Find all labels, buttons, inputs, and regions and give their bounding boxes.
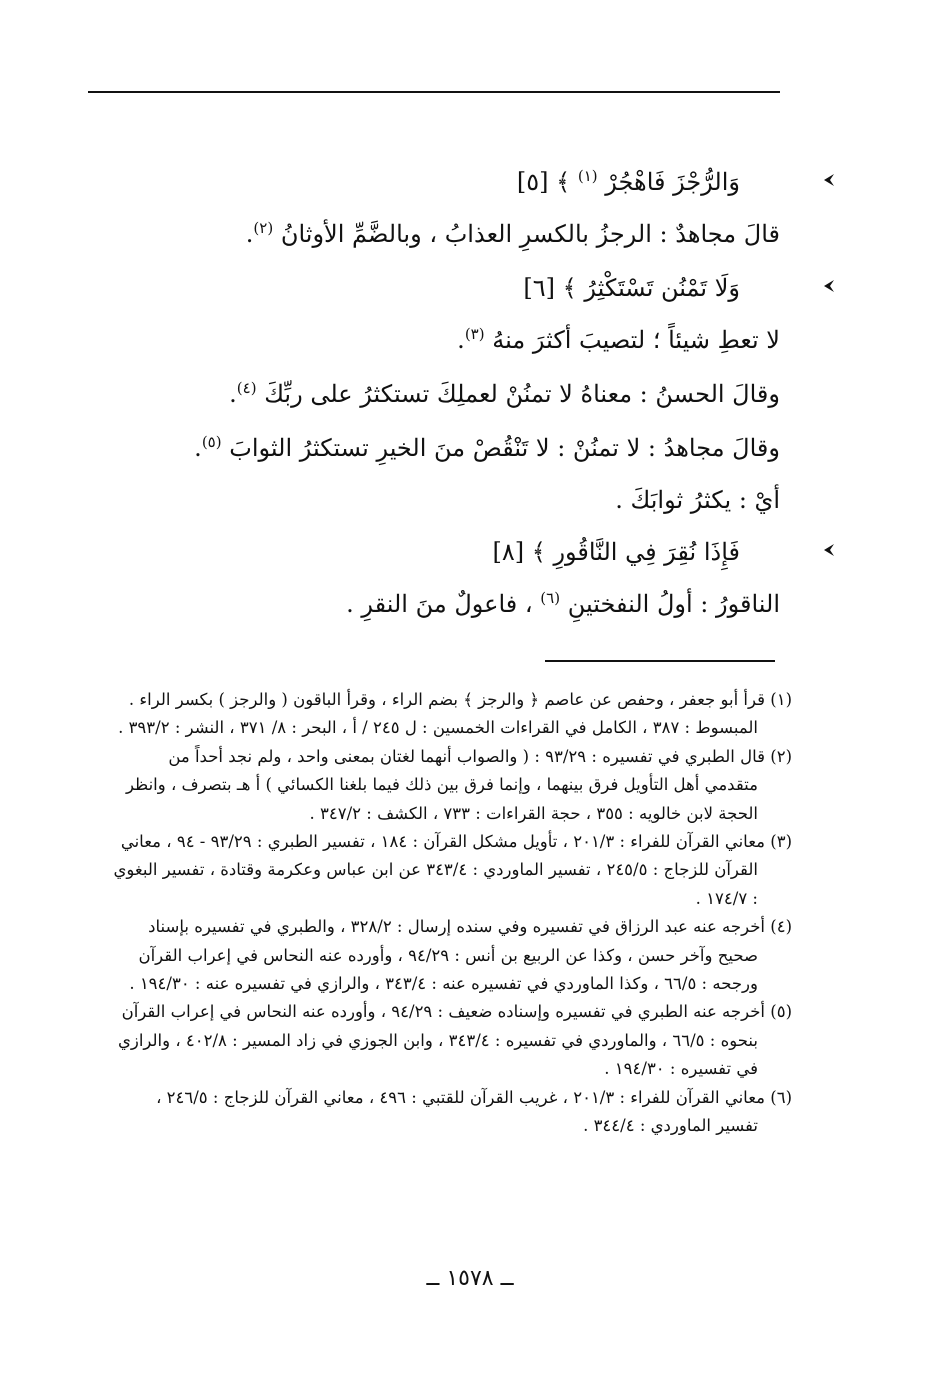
commentary-text: لا تعطِ شيئاً ؛ لتصيبَ أكثرَ منهُ xyxy=(492,326,780,354)
commentary-line: قالَ مجاهدٌ : الرجزُ بالكسرِ العذابُ ، وبالضَّمِّ الأوثانُ $^{(٢)}$. xyxy=(245,219,780,248)
commentary-line: وقالَ الحسنُ : معناهُ لا تمنُنْ لعملِكَ تستكثرُ على ربِّكَ $^{(٤)}$. xyxy=(229,379,780,408)
footnote-line: (١) قرأ أبو جعفر ، وحفص عن عاصم ﴿ والرجز ﴾ بضم الراء ، وقرأ الباقون ( والرجز ) بكسر الراء . xyxy=(128,690,792,709)
verse-text: وَالرُّجْزَ فَاهْجُرْ xyxy=(605,168,740,196)
footnote-5 xyxy=(82,998,792,1083)
page-number: ــ ١٥٧٨ ــ xyxy=(426,1266,514,1291)
footnote-line: (٢) قال الطبري في تفسيره : ٩٣/٢٩ : ( والصواب أنهما لغتان بمعنى واحد ، ولم نجد أحداً من xyxy=(168,746,792,766)
verse-bracket-close: ﴾ xyxy=(562,274,577,302)
footnote-1 xyxy=(82,686,792,743)
commentary-text: الناقورُ : أولُ النفختينِ xyxy=(567,590,780,618)
footnote-6 xyxy=(82,1084,792,1141)
verse-bracket-close: ﴾ xyxy=(556,168,571,196)
bullet-arrow-icon xyxy=(820,542,836,558)
footnote-line: في تفسيره : ١٩٤/٣٠ . xyxy=(604,1059,758,1079)
footnote-ref: (٣) xyxy=(464,325,485,343)
commentary-text: أيْ : يكثرُ ثوابَكَ . xyxy=(615,486,780,514)
footnote-line: (٥) أخرجه عنه الطبري في تفسيره وإسناده ضعيف : ٩٤/٢٩ ، وأورده عنه النحاس في إعراب القرآن xyxy=(121,1002,792,1022)
footnote-line: المبسوط : ٣٨٧ ، الكامل في القراءات الخمسين : ل ٢٤٥ / أ ، البحر : ٨/ ٣٧١ ، النشر : ٣٩٣/٢ . xyxy=(118,718,758,738)
footnote-3 xyxy=(82,828,792,913)
footnote-line: (٣) معاني القرآن للفراء : ٢٠١/٣ ، تأويل مشكل القرآن : ١٨٤ ، تفسير الطبري : ٩٣/٢٩ - ٩٤ ، معاني xyxy=(120,832,792,852)
footnote-line: ورجحه : ٦٦/٥ ، وكذا الماوردي في تفسيره عنه : ٣٤٣/٤ ، والرازي في تفسيره عنه : ١٩٤/٣٠ . xyxy=(129,974,758,994)
bullet-arrow-icon xyxy=(820,172,836,188)
verse-line xyxy=(492,538,780,566)
commentary-text: وقالَ مجاهدُ : لا تمنُنْ : لا تَنْقُصْ منَ الخيرِ تستكثرُ الثوابَ xyxy=(229,434,780,462)
commentary-text: قالَ مجاهدٌ : الرجزُ بالكسرِ العذابُ ، وبالضَّمِّ الأوثانُ xyxy=(280,220,780,248)
commentary-line: لا تعطِ شيئاً ؛ لتصيبَ أكثرَ منهُ $^{(٣)}$. xyxy=(457,325,780,354)
commentary-text: وقالَ الحسنُ : معناهُ لا تمنُنْ لعملِكَ تستكثرُ على ربِّكَ xyxy=(264,380,780,408)
verse-text: فَإِذَا نُقِرَ فِي النَّاقُورِ xyxy=(553,538,740,566)
footnote-2 xyxy=(82,743,792,828)
footnote-line: الحجة لابن خالويه : ٣٥٥ ، حجة القراءات : ٧٣٣ ، الكشف : ٣٤٧/٢ . xyxy=(309,803,758,823)
footnote-line: (٤) أخرجه عنه عبد الرزاق في تفسيره وفي سنده إرسال : ٣٢٨/٢ ، والطبري في تفسيره بإسناد xyxy=(148,917,792,937)
footnote-line: متقدمي أهل التأويل فرق بينهما ، وإنما فرق بين ذلك فيما بلغنا الكسائي ) أ هـ بتصرف ، وانظر xyxy=(125,775,758,795)
footnotes xyxy=(82,686,792,1141)
bullet-arrow-icon xyxy=(820,278,836,294)
footnote-line: القرآن للزجاج : ٢٤٥/٥ ، تفسير الماوردي : ٣٤٣/٤ عن ابن عباس وعكرمة وقتادة ، تفسير البغوي xyxy=(113,860,758,880)
commentary-line: وقالَ مجاهدُ : لا تمنُنْ : لا تَنْقُصْ منَ الخيرِ تستكثرُ الثوابَ $^{(٥)}$. xyxy=(194,433,780,462)
verse-number: [٥] xyxy=(516,168,549,196)
verse-bracket-close: ﴾ xyxy=(531,538,546,566)
verse-line xyxy=(517,168,780,196)
footnote-line: : ١٧٤/٧ . xyxy=(695,888,758,908)
verse-line xyxy=(523,274,780,302)
top-rule xyxy=(88,91,780,93)
verse-number: [٦] xyxy=(523,274,555,302)
footnote-line: صحيح وآخر حسن ، وكذا عن الربيع بن أنس : ٩٤/٢٩ ، وأورده عنه النحاس في إعراب القرآن xyxy=(138,945,758,965)
footnote-ref: (١) xyxy=(577,167,598,185)
footnote-line: بنحوه : ٦٦/٥ ، والماوردي في تفسيره : ٣٤٣/٤ ، وابن الجوزي في زاد المسير : ٤٠٢/٨ ، والرازي xyxy=(117,1030,758,1050)
footnote-ref: (٤) xyxy=(236,379,257,397)
footnote-ref: (٦) xyxy=(540,589,561,607)
footnote-4 xyxy=(82,913,792,998)
footnote-line: (٦) معاني القرآن للفراء : ٢٠١/٣ ، غريب القرآن للقتبي : ٤٩٦ ، معاني القرآن للزجاج : ٢٤٦/٥ ، xyxy=(156,1087,792,1107)
commentary-text: ، فاعولٌ منَ النقرِ . xyxy=(346,590,533,618)
footnote-ref: (٢) xyxy=(253,219,274,237)
verse-text: وَلَا تَمْنُن تَسْتَكْثِرُ xyxy=(584,274,740,302)
verse-number: [٨] xyxy=(492,538,525,566)
commentary-line xyxy=(346,590,780,618)
commentary-line xyxy=(615,486,780,514)
footnote-ref: (٥) xyxy=(201,433,222,451)
footnote-separator xyxy=(545,660,775,662)
footnote-line: تفسير الماوردي : ٣٤٤/٤ . xyxy=(583,1116,758,1136)
